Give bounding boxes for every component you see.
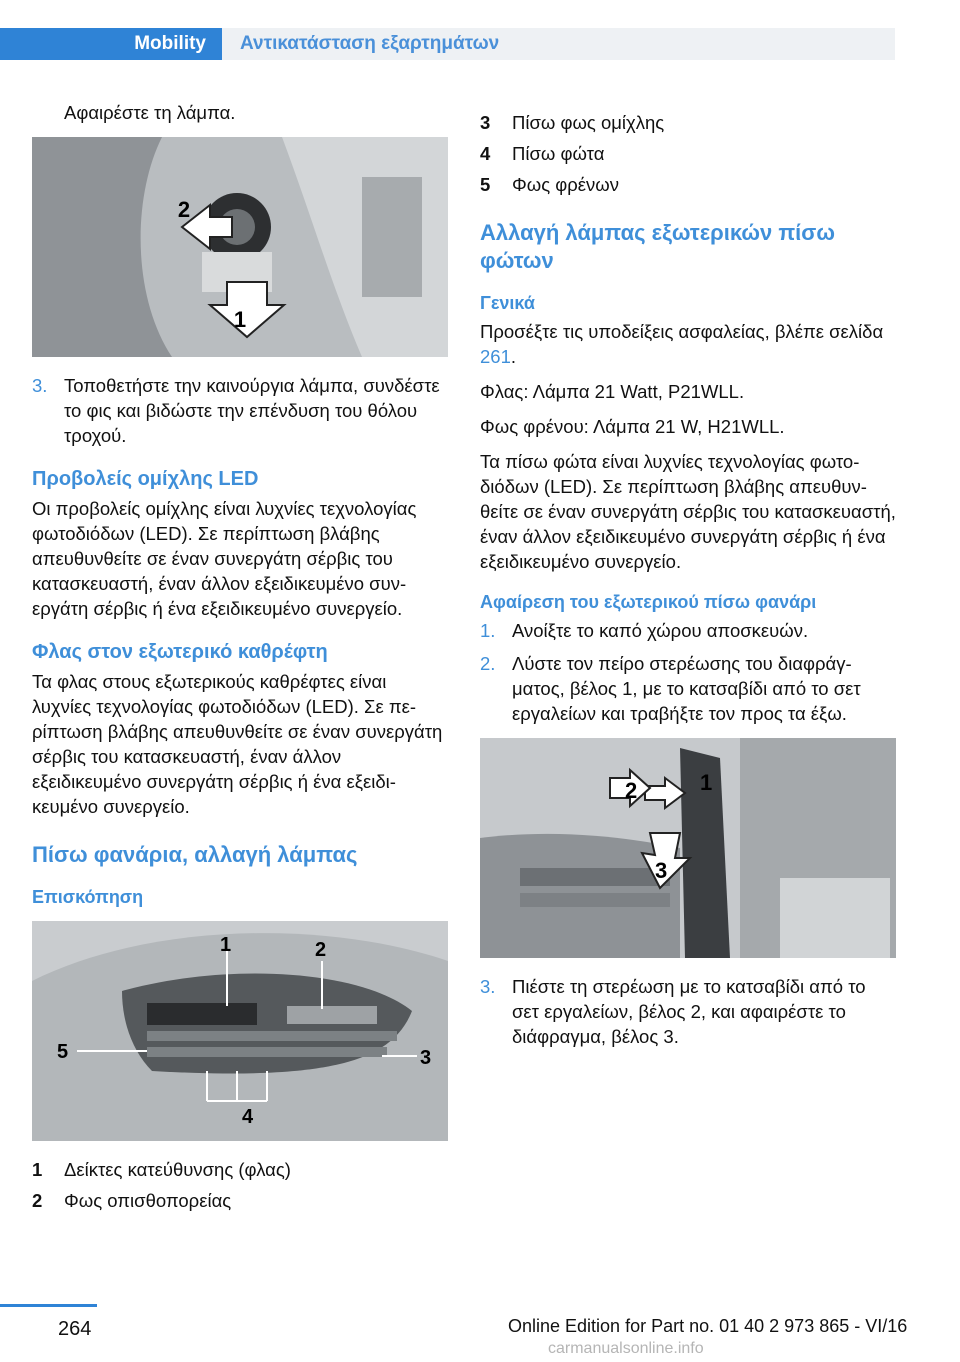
rear-lights-heading: Πίσω φανάρια, αλλαγή λάμπας bbox=[32, 842, 358, 867]
step-number: 1. bbox=[480, 620, 496, 641]
safety-notes-text bbox=[480, 319, 896, 369]
legend-text: Φως φρένων bbox=[512, 174, 619, 195]
remove-bulb-text: Αφαιρέστε τη λάμπα. bbox=[64, 102, 236, 123]
rear-led-text: Τα πίσω φώτα είναι λυχνίες τεχνολογίας φωτοδιόδων (LED). Σε περίπτωση βλάβης απευθυνθείτε σε έναν συνεργάτη σέρβις του κατασκευαστή, έναν άλλον εξειδικευμένο συνεργάτη σέρβις ή ένα εξειδικευμένο συνεργείο. bbox=[480, 451, 896, 572]
step-number: 2. bbox=[480, 653, 496, 674]
footer-accent-line bbox=[0, 1304, 97, 1307]
step-text: Τοποθετήστε την καινούργια λάμπα, συνδέστε το φις και βιδώστε την επένδυση του θόλου τροχού. bbox=[64, 375, 440, 446]
callout-4: 4 bbox=[242, 1106, 254, 1128]
fog-lights-text: Οι προβολείς ομίχλης είναι λυχνίες τεχνολογίας φωτοδιόδων (LED). Σε περίπτωση βλάβης απευθυνθείτε σε έναν συνεργάτη σέρβις του κατασκευαστή, έναν άλλον εξειδικευμένο συνεργάτη σέρβις ή ένα εξειδικευμένο συνεργείο. bbox=[32, 498, 417, 619]
callout-1: 1 bbox=[220, 934, 232, 956]
tab-mobility[interactable]: Mobility bbox=[0, 28, 222, 60]
fog-lights-heading: Προβολείς ομίχλης LED bbox=[32, 468, 259, 490]
edition-text: Online Edition for Part no. 01 40 2 973 865 - VI/16 bbox=[508, 1316, 908, 1336]
mirror-turn-signal-heading: Φλας στον εξωτερικό καθρέφτη bbox=[32, 641, 328, 663]
legend-number: 5 bbox=[480, 174, 491, 195]
tail-light-overview-figure bbox=[32, 921, 448, 1141]
turn-signal-bulb-text: Φλας: Λάμπα 21 Watt, P21WLL. bbox=[480, 381, 745, 402]
brake-bulb-text: Φως φρένου: Λάμπα 21 W, H21WLL. bbox=[480, 416, 785, 437]
callout-2: 2 bbox=[315, 939, 327, 961]
arrow-label-2: 2 bbox=[625, 778, 638, 803]
step-text: Πιέστε τη στερέωση με το κατσαβίδι από το σετ εργαλείων, βέλος 2, και αφαιρέστε το διάφραγμα, βέλος 3. bbox=[512, 976, 866, 1047]
header-tabs bbox=[0, 28, 895, 60]
tab-section-title[interactable]: Αντικατάσταση εξαρτημάτων bbox=[222, 28, 895, 60]
step-text: Λύστε τον πείρο στερέωσης του διαφράγματος, βέλος 1, με το κατσαβίδι από το σετ εργαλείων και τραβήξτε τον προς τα έξω. bbox=[512, 653, 861, 724]
outer-rear-lights-heading: Αλλαγή λάμπας εξωτερικών πίσω φώτων bbox=[480, 220, 835, 273]
legend-item bbox=[480, 110, 896, 135]
callout-5: 5 bbox=[57, 1041, 69, 1063]
legend-text: Πίσω φώτα bbox=[512, 143, 605, 164]
legend-item bbox=[32, 1157, 448, 1182]
bulb-socket-figure bbox=[32, 137, 448, 357]
step-text: Ανοίξτε το καπό χώρου αποσκευών. bbox=[512, 620, 809, 641]
arrow-label-1: 1 bbox=[700, 770, 713, 795]
legend-item bbox=[480, 141, 896, 166]
legend-item bbox=[480, 172, 896, 197]
step-number: 3. bbox=[480, 976, 496, 997]
watermark: carmanualsonline.info bbox=[548, 1340, 704, 1357]
page-reference-link[interactable]: 261 bbox=[480, 346, 511, 367]
left-column bbox=[32, 100, 448, 1219]
step-install-bulb bbox=[32, 373, 448, 448]
legend-number: 2 bbox=[32, 1190, 43, 1211]
overview-heading: Επισκόπηση bbox=[32, 887, 144, 907]
step-remove-cover bbox=[480, 974, 896, 1049]
trunk-cover-figure bbox=[480, 738, 896, 958]
step-number: 3. bbox=[32, 375, 48, 396]
step-open-trunk bbox=[480, 618, 896, 643]
step-release-pin bbox=[480, 651, 896, 726]
legend-text: Πίσω φως ομίχλης bbox=[512, 112, 665, 133]
legend-number: 3 bbox=[480, 112, 491, 133]
legend-text: Φως οπισθοπορείας bbox=[64, 1190, 232, 1211]
arrow-label-2: 2 bbox=[177, 197, 191, 222]
callout-3: 3 bbox=[420, 1047, 432, 1069]
general-heading: Γενικά bbox=[480, 293, 535, 313]
arrow-label-3: 3 bbox=[655, 858, 668, 883]
legend-number: 1 bbox=[32, 1159, 43, 1180]
mirror-turn-signal-text: Τα φλας στους εξωτερικούς καθρέφτες είναι λυχνίες τεχνολογίας φωτοδιόδων (LED). Σε περίπτωση βλάβης απευθυνθείτε σε έναν συνεργάτη σέρβις του κατασκευαστή, έναν άλλον εξειδικευμένο συνεργάτη σέρβις ή ένα εξειδικευμένο συνεργείο. bbox=[32, 671, 443, 817]
legend-item bbox=[32, 1188, 448, 1213]
legend-text: Δείκτες κατεύθυνσης (φλας) bbox=[64, 1159, 291, 1180]
removal-heading: Αφαίρεση του εξωτερικού πίσω φανάρι bbox=[480, 592, 817, 612]
legend-number: 4 bbox=[480, 143, 491, 164]
bulb-socket-illustration bbox=[32, 137, 448, 357]
right-column bbox=[480, 110, 896, 1057]
tail-light-illustration bbox=[32, 921, 448, 1141]
safety-text-end: . bbox=[510, 346, 517, 367]
trunk-cover-illustration bbox=[480, 738, 896, 958]
page-number: 264 bbox=[58, 1318, 92, 1340]
safety-text: Προσέξτε τις υποδείξεις ασφαλείας, βλέπε σελίδα bbox=[480, 321, 884, 342]
arrow-label-1: 1 bbox=[233, 307, 247, 332]
